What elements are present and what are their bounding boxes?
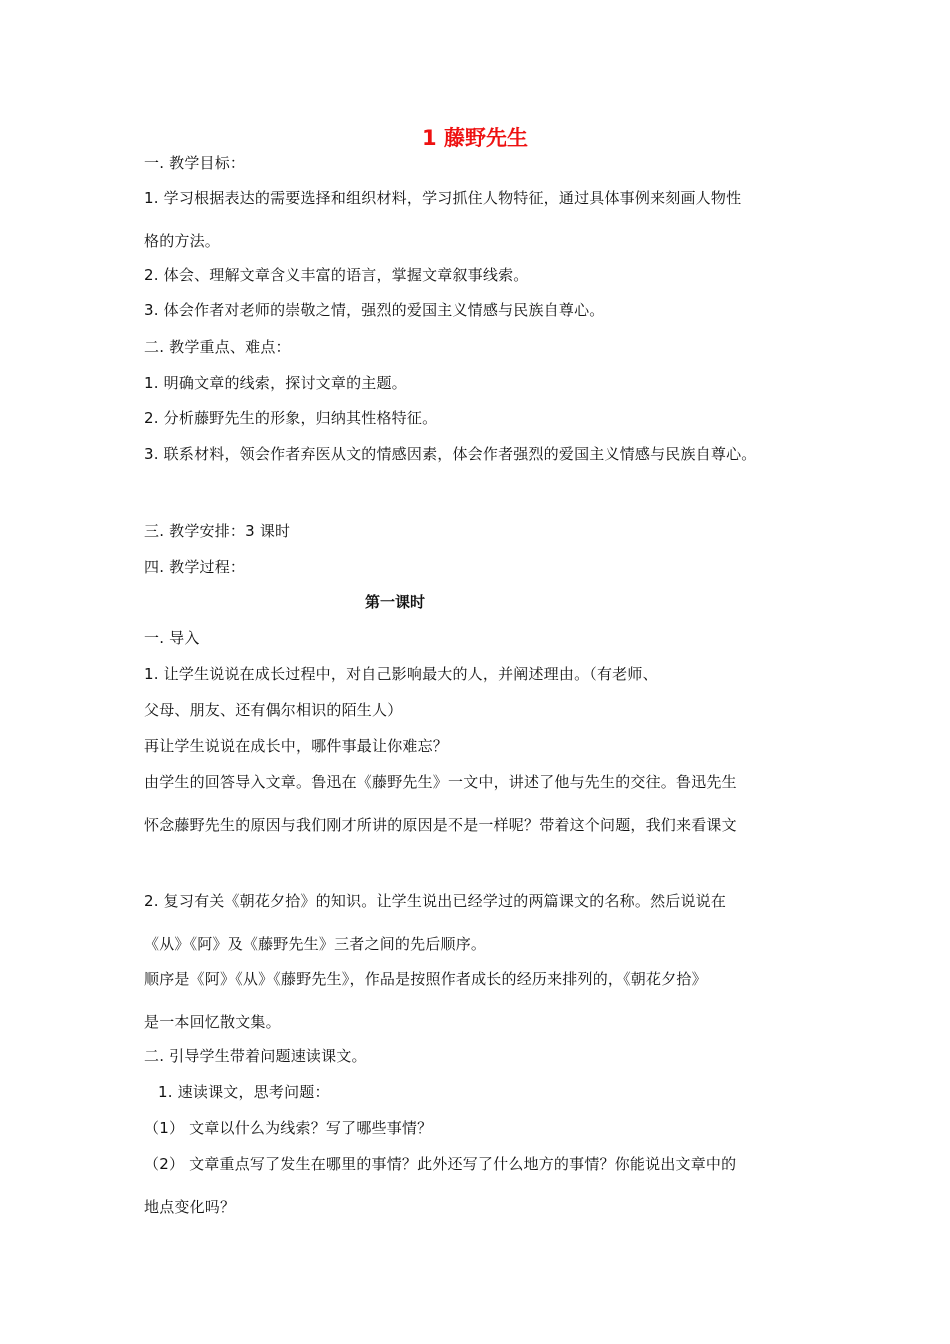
- lesson-title: 第一课时: [364, 593, 425, 611]
- objective-2: 2. 体会、理解文章含义丰富的语言，掌握文章叙事线索。: [144, 266, 529, 284]
- intro-item-1-line-1: 1. 让学生说说在成长过程中，对自己影响最大的人，并阐述理由。（有老师、: [144, 665, 658, 683]
- part-heading-speed-reading: 二. 引导学生带着问题速读课文。: [144, 1047, 367, 1065]
- intro-item-1-line-2: 父母、朋友、还有偶尔相识的陌生人）: [144, 701, 403, 719]
- intro-paragraph-line-1: 再让学生说说在成长中，哪件事最让你难忘？: [144, 737, 449, 755]
- order-paragraph-line-1: 顺序是《阿》《从》《藤野先生》，作品是按照作者成长的经历来排列的，《朝花夕拾》: [144, 970, 707, 988]
- objective-1-line-1: 1. 学习根据表达的需要选择和组织材料，学习抓住人物特征，通过具体事例来刻画人物性: [144, 189, 742, 207]
- section-heading-objectives: 一. 教学目标：: [144, 154, 246, 172]
- question-2-line-1: （2） 文章重点写了发生在哪里的事情？此外还写了什么地方的事情？你能说出文章中的: [144, 1155, 737, 1173]
- intro-paragraph-line-2: 由学生的回答导入文章。鲁迅在《藤野先生》一文中，讲述了他与先生的交往。鲁迅先生: [144, 773, 737, 791]
- order-paragraph-line-2: 是一本回忆散文集。: [144, 1013, 281, 1031]
- key-point-1: 1. 明确文章的线索，探讨文章的主题。: [144, 374, 407, 392]
- intro-paragraph-line-3: 怀念藤野先生的原因与我们刚才所讲的原因是不是一样呢？带着这个问题，我们来看课文: [144, 816, 737, 834]
- intro-item-2-line-1: 2. 复习有关《朝花夕拾》的知识。让学生说出已经学过的两篇课文的名称。然后说说在: [144, 892, 727, 910]
- part-heading-intro: 一. 导入: [144, 629, 200, 647]
- objective-3: 3. 体会作者对老师的崇敬之情，强烈的爱国主义情感与民族自尊心。: [144, 301, 605, 319]
- objective-1-line-2: 格的方法。: [144, 232, 221, 250]
- intro-item-2-line-2: 《从》《阿》及《藤野先生》三者之间的先后顺序。: [144, 935, 487, 953]
- key-point-3: 3. 联系材料，领会作者弃医从文的情感因素，体会作者强烈的爱国主义情感与民族自尊心。: [144, 445, 757, 463]
- document-title: 1 藤野先生: [422, 126, 528, 150]
- question-1: （1） 文章以什么为线索？写了哪些事情？: [144, 1119, 433, 1137]
- section-heading-key-points: 二. 教学重点、难点：: [144, 338, 291, 356]
- section-heading-schedule: 三. 教学安排：3 课时: [144, 522, 291, 540]
- section-heading-process: 四. 教学过程：: [144, 558, 246, 576]
- question-2-line-2: 地点变化吗？: [144, 1198, 236, 1216]
- key-point-2: 2. 分析藤野先生的形象，归纳其性格特征。: [144, 409, 438, 427]
- speed-reading-item-1: 1. 速读课文，思考问题：: [158, 1083, 330, 1101]
